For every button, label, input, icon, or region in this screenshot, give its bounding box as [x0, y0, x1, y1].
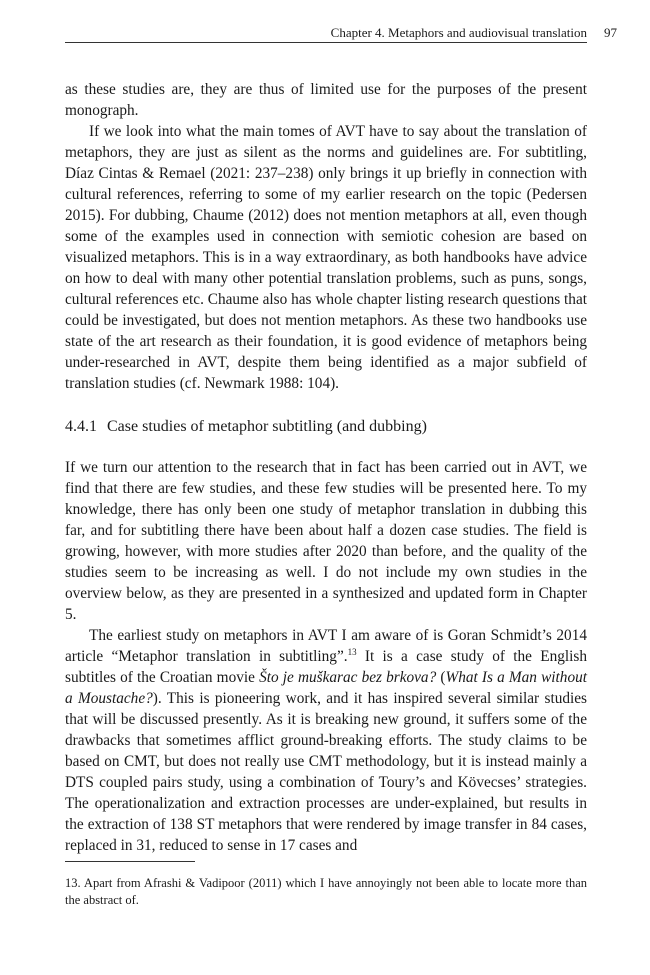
section-heading	[65, 416, 587, 438]
paragraph: If we look into what the main tomes of AVT have to say about the translation of metaphors, they are just as silent as the norms and guidelines are. For subtitling, Díaz Cintas & Remael (2021: 237–238) only brings it up briefly in connection with cultural references, referring to some of my earlier research on the topic (Pedersen 2015). For dubbing, Chaume (2012) does not mention metaphors at all, even though some of the examples used in connection with semiotic cohesion are based on visualized metaphors. This is in a way extraordinary, as both handbooks have advice on how to deal with many other potential translation problems, such as puns, songs, cultural references etc. Chaume also has whole chapter listing research questions that could be investigated, but does not mention metaphors. As these two handbooks use state of the art research as their foundation, it is good evidence of metaphors being under-researched in AVT, despite them being identified as a major subfield of translation studies (cf. Newmark 1988: 104).	[65, 123, 587, 392]
footnote-number: 13.	[65, 876, 81, 890]
movie-title: Što je muškarac bez brkova?	[259, 669, 437, 686]
text-run: (	[436, 669, 446, 686]
running-header	[65, 24, 587, 43]
text-run: It is a case study of the English subtitles of the Croatian movie	[65, 648, 587, 686]
section-number: 4.4.1	[65, 418, 97, 435]
movie-title-english: What Is a Man without a Moustache?	[65, 669, 587, 707]
paragraph: If we turn our attention to the research that in fact has been carried out in AVT, we find that there are few studies, and these few studies will be presented here. To my knowledge, there has only been one study of metaphor translation in dubbing this far, and for subtitling there have been about half a dozen case studies. The field is growing, however, with more studies after 2020 than before, and the quality of the studies seem to be increasing as well. I do not include my own studies in the overview below, as they are presented in a synthesized and updated form in Chapter 5.	[65, 459, 587, 623]
text-run: ). This is pioneering work, and it has inspired several similar studies that will be discussed presently. As it is breaking new ground, it suffers some of the drawbacks that sometimes afflict ground-breaking efforts. The study claims to be based on CMT, but does not really use CMT methodology, but it is instead mainly a DTS coupled pairs study, using a combination of Toury’s and Kövecses’ strategies. The operationalization and extraction processes are under-explained, but results in the extraction of 138 ST metaphors that were rendered by image transfer in 84 cases, replaced in 31, reduced to sense in 17 cases and	[65, 690, 587, 854]
footnote-reference[interactable]: 13	[347, 647, 357, 657]
section-title: Case studies of metaphor subtitling (and dubbing)	[107, 418, 427, 435]
page-number: 97	[604, 25, 617, 40]
chapter-title: Chapter 4. Metaphors and audiovisual translation	[330, 25, 587, 40]
text-run: The earliest study on metaphors in AVT I am aware of is Goran Schmidt’s 2014 article “Metaphor translation in subtitling”.	[65, 627, 587, 665]
footnote-text: Apart from Afrashi & Vadipoor (2011) which I have annoyingly not been able to locate more than the abstract of.	[65, 876, 587, 907]
paragraph	[65, 625, 587, 856]
body-text-block-2	[65, 457, 587, 856]
paragraph: as these studies are, they are thus of limited use for the purposes of the present monograph.	[65, 81, 587, 119]
footnote-separator	[65, 861, 195, 862]
footnote	[65, 875, 587, 909]
body-text-block-1	[65, 79, 587, 394]
